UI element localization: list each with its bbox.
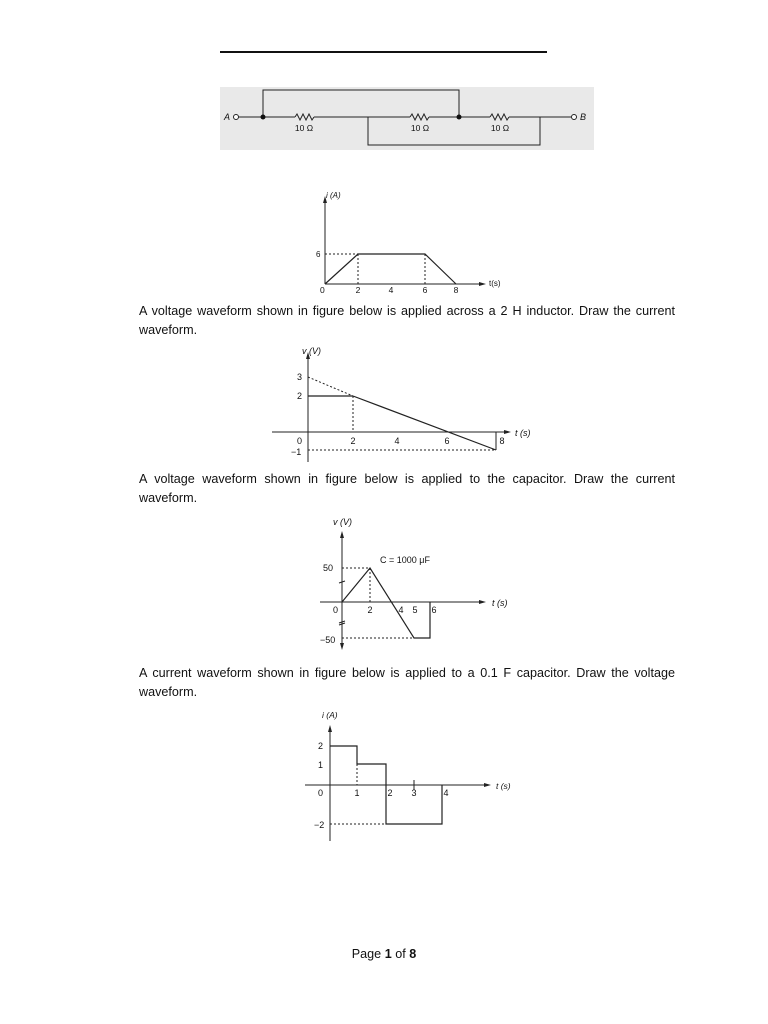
x-tick-4: 4 bbox=[443, 788, 449, 798]
y-tick-neg1: −1 bbox=[291, 447, 302, 457]
x-axis-label: t (s) bbox=[496, 781, 511, 791]
problem-2-text: A voltage waveform shown in figure below is applied to the capacitor. Draw the current waveform. bbox=[139, 472, 675, 505]
x-tick-2: 2 bbox=[350, 436, 356, 446]
footer-middle: of bbox=[391, 947, 410, 961]
inductor-voltage-figure bbox=[270, 344, 560, 466]
header-rule bbox=[220, 51, 547, 53]
resistor-3-label: 10 Ω bbox=[490, 123, 510, 133]
node-b-label: B bbox=[580, 112, 587, 122]
x-tick-4: 4 bbox=[388, 285, 394, 295]
x-axis-label: t(s) bbox=[489, 279, 501, 288]
problem-1-text: A voltage waveform shown in figure below is applied across a 2 H inductor. Draw the current waveform. bbox=[139, 304, 675, 337]
x-axis-label: t (s) bbox=[492, 598, 508, 608]
voltage-ramp bbox=[353, 396, 496, 450]
y-tick-2: 2 bbox=[297, 391, 303, 401]
page-footer bbox=[0, 947, 768, 961]
x-tick-3: 3 bbox=[411, 788, 417, 798]
footer-prefix: Page bbox=[351, 947, 385, 961]
y-tick-2: 2 bbox=[318, 741, 324, 751]
x-tick-2: 2 bbox=[367, 605, 373, 615]
x-tick-6: 6 bbox=[431, 605, 437, 615]
resistor-2-symbol bbox=[410, 114, 429, 120]
current-waveform-figure bbox=[300, 186, 520, 301]
resistor-1-label: 10 Ω bbox=[294, 123, 314, 133]
x-tick-4: 4 bbox=[394, 436, 400, 446]
y-tick-3: 3 bbox=[297, 372, 303, 382]
origin-label: 0 bbox=[297, 436, 303, 446]
capacitance-annotation: C = 1000 μF bbox=[380, 555, 430, 565]
current-page-number: 1 bbox=[384, 947, 392, 961]
y-tick-50: 50 bbox=[323, 563, 334, 573]
y-axis-label: v (V) bbox=[302, 346, 321, 356]
y-tick-1: 1 bbox=[318, 760, 324, 770]
problem-3-text: A current waveform shown in figure below is applied to a 0.1 F capacitor. Draw the voltage waveform. bbox=[139, 666, 675, 699]
y-axis-label: i (A) bbox=[326, 191, 341, 200]
voltage-trace bbox=[342, 568, 430, 638]
y-axis-label: i (A) bbox=[322, 710, 338, 720]
y-tick-6: 6 bbox=[316, 250, 321, 259]
x-tick-6: 6 bbox=[444, 436, 450, 446]
x-tick-2: 2 bbox=[355, 285, 361, 295]
x-tick-8: 8 bbox=[499, 436, 505, 446]
resistor-1-symbol bbox=[295, 114, 314, 120]
x-tick-5: 5 bbox=[412, 605, 418, 615]
origin-label: 0 bbox=[320, 285, 325, 295]
y-tick-neg50: −50 bbox=[320, 635, 336, 645]
y-tick-neg2: −2 bbox=[314, 820, 325, 830]
x-tick-4: 4 bbox=[398, 605, 404, 615]
terminal-b bbox=[572, 115, 577, 120]
terminal-a bbox=[234, 115, 239, 120]
capacitor-current-figure bbox=[300, 705, 530, 845]
x-tick-2: 2 bbox=[387, 788, 393, 798]
x-axis-label: t (s) bbox=[515, 428, 531, 438]
node-a-label: A bbox=[224, 112, 231, 122]
origin-label: 0 bbox=[318, 788, 324, 798]
total-pages-number: 8 bbox=[409, 947, 417, 961]
resistor-3-symbol bbox=[490, 114, 509, 120]
y-axis-label: v (V) bbox=[333, 517, 352, 527]
capacitor-voltage-figure bbox=[315, 513, 525, 653]
resistor-2-label: 10 Ω bbox=[410, 123, 430, 133]
current-trace bbox=[325, 254, 456, 284]
origin-label: 0 bbox=[333, 605, 339, 615]
circuit-diagram bbox=[220, 87, 594, 150]
x-tick-6: 6 bbox=[422, 285, 428, 295]
x-tick-1: 1 bbox=[354, 788, 360, 798]
x-tick-8: 8 bbox=[453, 285, 459, 295]
